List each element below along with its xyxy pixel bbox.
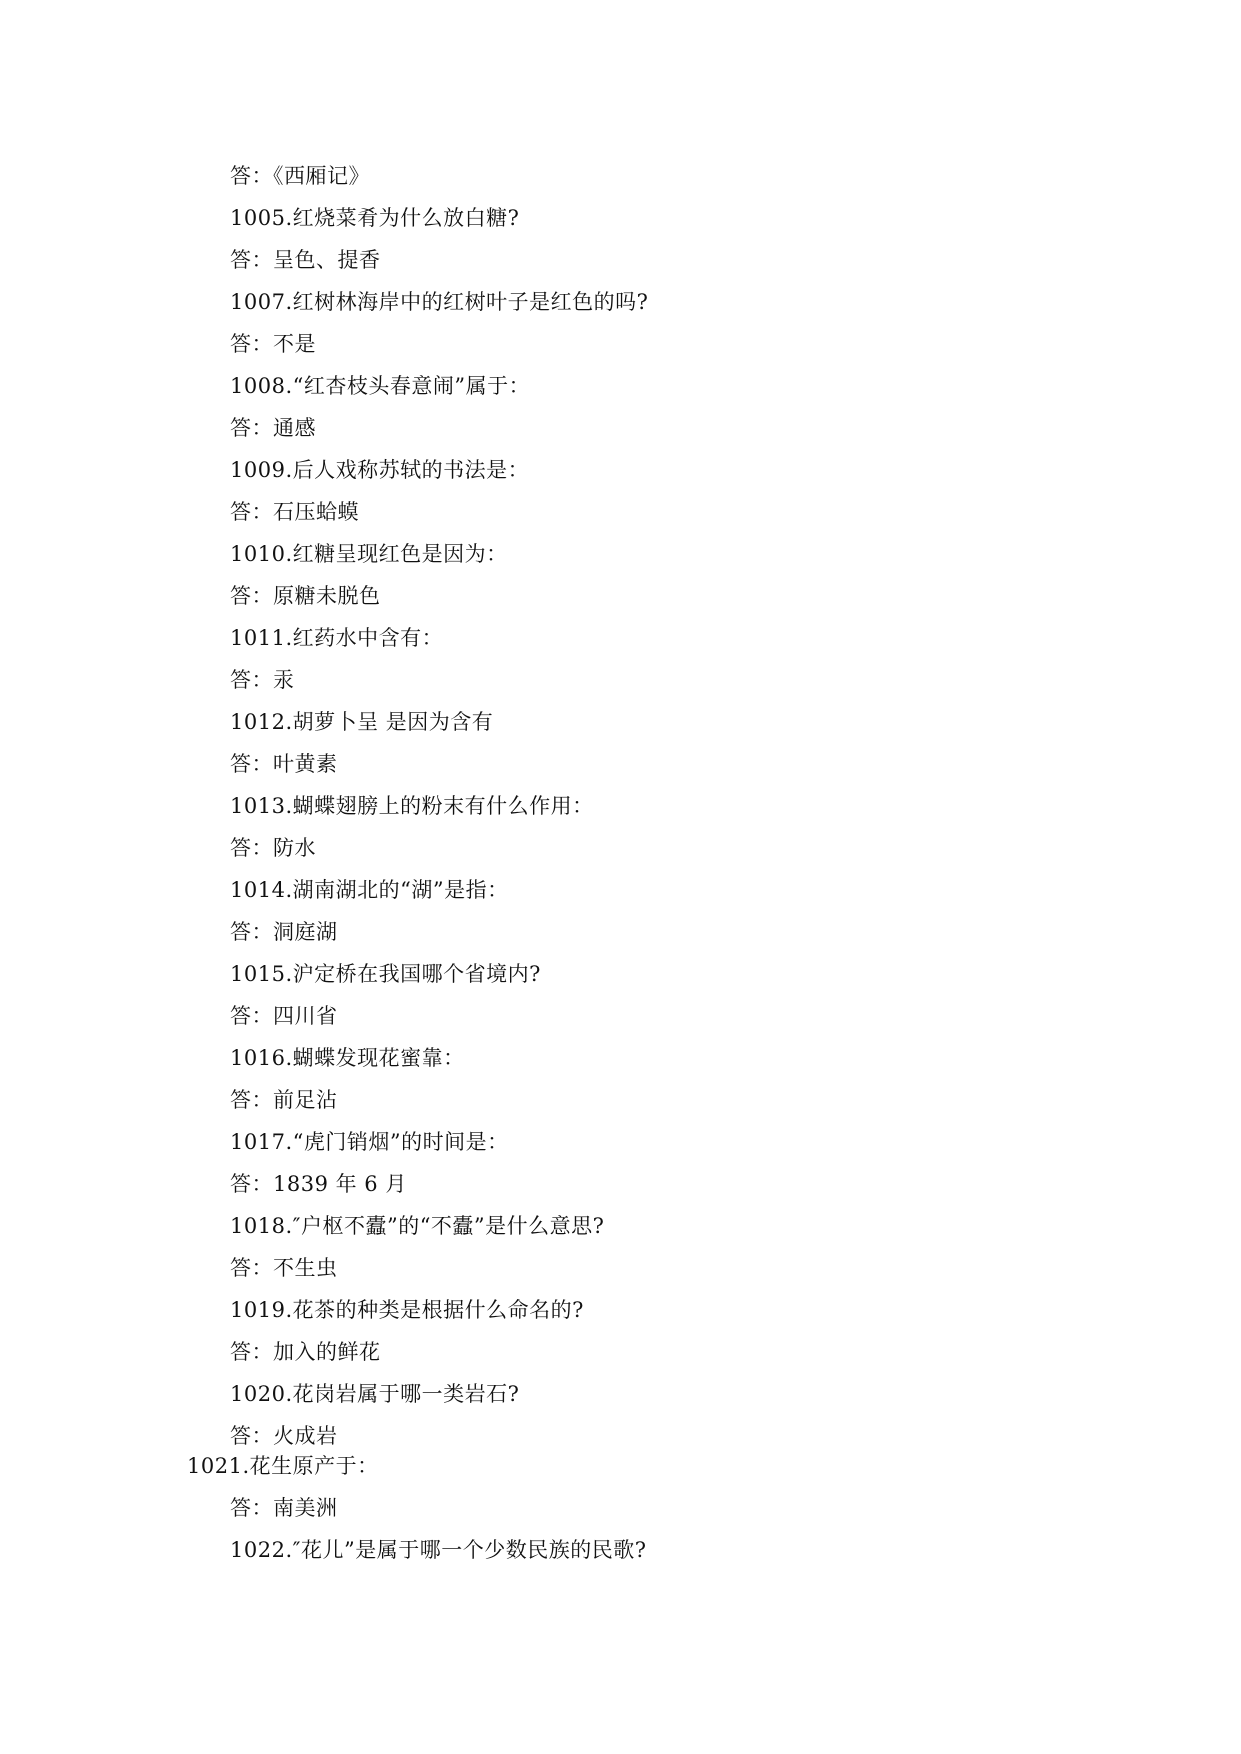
question-line: 1015.沪定桥在我国哪个省境内? — [230, 962, 541, 986]
question-line: 1019.花茶的种类是根据什么命名的? — [230, 1298, 584, 1322]
answer-line: 答：洞庭湖 — [230, 920, 338, 944]
question-line: 1012.胡萝卜呈 是因为含有 — [230, 710, 494, 734]
answer-line: 答：石压蛤蟆 — [230, 500, 359, 524]
answer-line: 答：原糖未脱色 — [230, 584, 381, 608]
answer-line: 答：前足沾 — [230, 1088, 338, 1112]
answer-line: 答：《西厢记》 — [230, 164, 370, 188]
answer-line: 答：通感 — [230, 416, 316, 440]
question-line: 1016.蝴蝶发现花蜜靠： — [230, 1046, 465, 1070]
question-line: 1013.蝴蝶翅膀上的粉末有什么作用： — [230, 794, 594, 818]
question-line: 1018.″户枢不蠹”的“不蠹”是什么意思? — [230, 1214, 605, 1238]
answer-line: 答：火成岩 — [230, 1424, 338, 1448]
question-line: 1022.″花儿”是属于哪一个少数民族的民歌? — [230, 1538, 647, 1562]
answer-line: 答：不生虫 — [230, 1256, 338, 1280]
answer-line: 答：叶黄素 — [230, 752, 338, 776]
answer-line: 答：防水 — [230, 836, 316, 860]
question-line: 1007.红树林海岸中的红树叶子是红色的吗? — [230, 290, 649, 314]
question-line: 1021.花生原产于： — [187, 1454, 379, 1478]
answer-line: 答：不是 — [230, 332, 316, 356]
answer-line: 答：呈色、提香 — [230, 248, 381, 272]
answer-line: 答：南美洲 — [230, 1496, 338, 1520]
question-line: 1020.花岗岩属于哪一类岩石? — [230, 1382, 520, 1406]
question-line: 1014.湖南湖北的“湖”是指： — [230, 878, 509, 902]
answer-line: 答：1839 年 6 月 — [230, 1172, 407, 1196]
question-line: 1008.“红杏枝头春意闹”属于： — [230, 374, 531, 398]
question-line: 1017.“虎门销烟”的时间是： — [230, 1130, 509, 1154]
question-line: 1005.红烧菜肴为什么放白糖? — [230, 206, 520, 230]
answer-line: 答：四川省 — [230, 1004, 338, 1028]
answer-line: 答：汞 — [230, 668, 295, 692]
answer-line: 答：加入的鲜花 — [230, 1340, 381, 1364]
question-line: 1009.后人戏称苏轼的书法是： — [230, 458, 530, 482]
question-line: 1010.红糖呈现红色是因为： — [230, 542, 508, 566]
question-line: 1011.红药水中含有： — [230, 626, 444, 650]
